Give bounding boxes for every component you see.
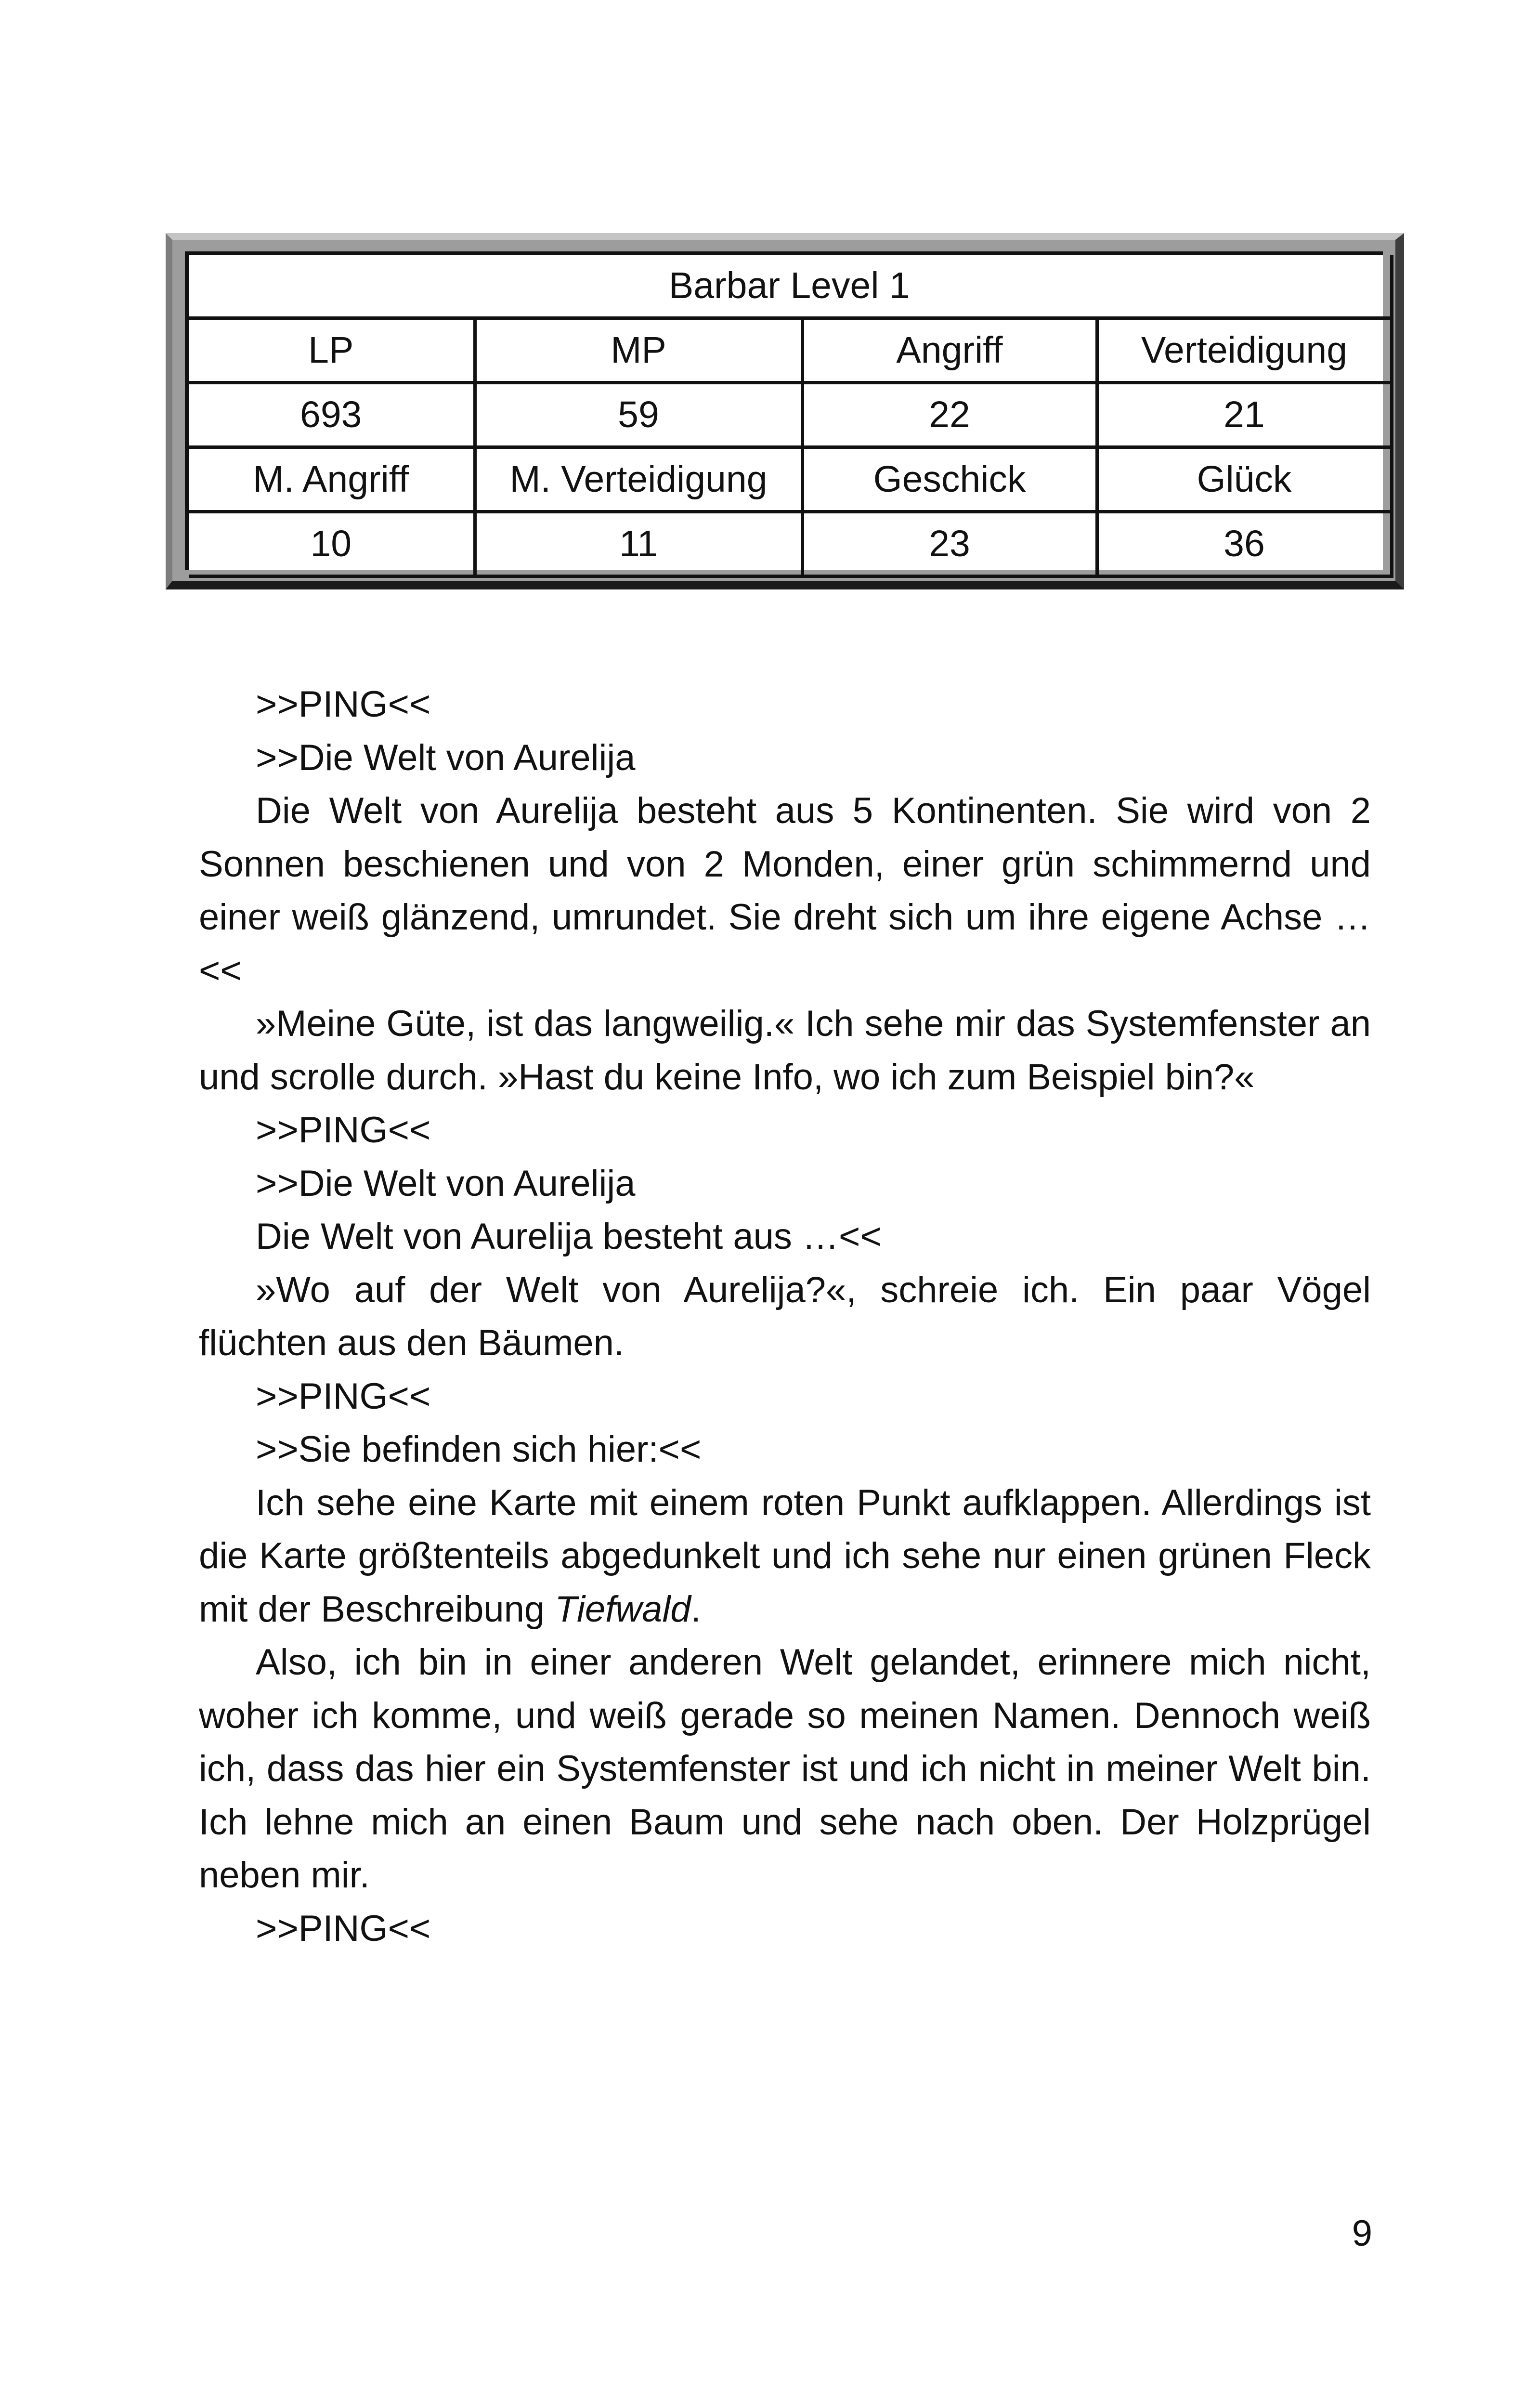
stat-value-m-angriff: 10: [189, 512, 475, 576]
stat-value-angriff: 22: [802, 383, 1097, 447]
stat-label-verteidigung: Verteidigung: [1097, 318, 1392, 383]
stats-header-row: [189, 318, 1392, 383]
stat-label-lp: LP: [189, 318, 475, 383]
paragraph: >>PING<<: [256, 1375, 431, 1417]
stat-value-mp: 59: [475, 383, 802, 447]
stat-label-mp: MP: [475, 318, 802, 383]
paragraph: >>Die Welt von Aurelija: [256, 737, 636, 778]
stat-label-angriff: Angriff: [802, 318, 1097, 383]
stat-label-m-verteidigung: M. Verteidigung: [475, 447, 802, 512]
paragraph-map: [199, 1477, 1371, 1636]
paragraph: >>Sie befinden sich hier:<<: [256, 1429, 702, 1470]
stats-table-container: [185, 251, 1383, 570]
stat-value-geschick: 23: [802, 512, 1097, 576]
stats-value-row: [189, 383, 1392, 447]
paragraph: >>PING<<: [256, 1110, 431, 1151]
paragraph: >>PING<<: [256, 684, 431, 725]
stats-title: Barbar Level 1: [189, 255, 1392, 318]
stats-header-row: [189, 447, 1392, 512]
stat-value-glueck: 36: [1097, 512, 1392, 576]
paragraph: >>PING<<: [256, 1908, 431, 1949]
stat-label-geschick: Geschick: [802, 447, 1097, 512]
paragraph: »Meine Güte, ist das langweilig.« Ich sehe mir das Systemfenster an und scrolle durch. »Hast du keine Info, wo ich zum Beispiel bin?«: [199, 1003, 1371, 1098]
paragraph-text: .: [690, 1588, 701, 1630]
stat-value-m-verteidigung: 11: [475, 512, 802, 576]
paragraph: Also, ich bin in einer anderen Welt gelandet, erinnere mich nicht, woher ich komme, und weiß gerade so meinen Namen. Dennoch weiß ich, dass das hier ein Systemfenster ist und ich nicht in meiner Welt bin. Ich lehne mich an einen Baum und sehe nach oben. Der Holzprügel neben mir.: [199, 1642, 1371, 1896]
paragraph: »Wo auf der Welt von Aurelija?«, schreie ich. Ein paar Vögel flüchten aus den Bäumen.: [199, 1269, 1371, 1363]
stat-label-m-angriff: M. Angriff: [189, 447, 475, 512]
paragraph: Die Welt von Aurelija besteht aus 5 Kontinenten. Sie wird von 2 Sonnen beschienen und von 2 Monden, einer grün schimmernd und einer weiß glänzend, umrundet. Sie dreht sich um ihre eigene Achse …<<: [199, 790, 1371, 991]
stats-title-row: [189, 255, 1392, 318]
stat-value-verteidigung: 21: [1097, 383, 1392, 447]
stats-value-row: [189, 512, 1392, 576]
page-number: 9: [1352, 2213, 1372, 2254]
stats-window: [166, 233, 1404, 589]
stat-value-lp: 693: [189, 383, 475, 447]
body-text: [199, 678, 1371, 1955]
paragraph: >>Die Welt von Aurelija: [256, 1163, 636, 1204]
stat-label-glueck: Glück: [1097, 447, 1392, 512]
stats-table: [189, 255, 1393, 578]
paragraph-text: Ich sehe eine Karte mit einem roten Punkt aufklappen. Allerdings ist die Karte größtenteils abgedunkelt und ich sehe nur einen grünen Fleck mit der Beschreibung: [199, 1482, 1371, 1630]
paragraph: Die Welt von Aurelija besteht aus …<<: [256, 1216, 882, 1257]
place-name-tiefwald: Tiefwald: [555, 1588, 691, 1630]
